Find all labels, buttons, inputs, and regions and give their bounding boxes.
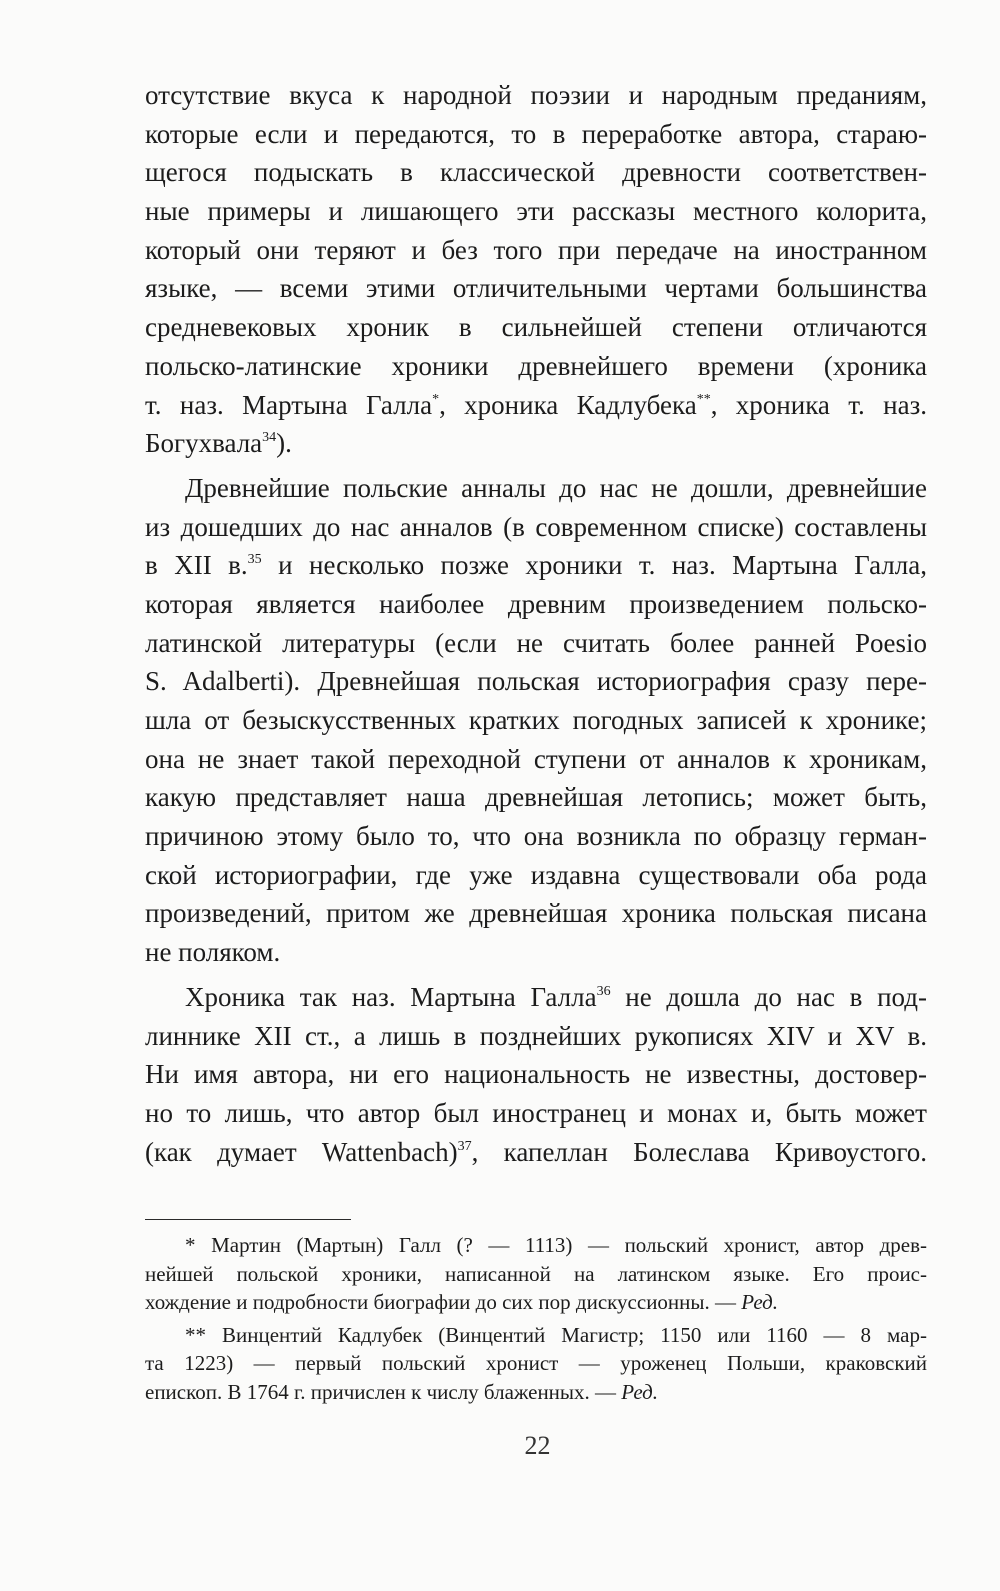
text-line: отсутствие вкуса к народной поэзии и народным преданиям, [145, 80, 927, 110]
text-line [145, 1133, 927, 1172]
text-line: ные примеры и лишающего эти рассказы местного колорита, [145, 196, 927, 227]
text-line: S. Adalberti). Древнейшая польская историография сразу пере- [145, 666, 927, 697]
text-line: ской историографии, где уже издавна существовали оба рода [145, 859, 927, 890]
editor-mark: Ред. [621, 1379, 659, 1404]
footnotes [145, 1231, 927, 1407]
text-segment: Хроника так наз. Мартына Галла [185, 981, 597, 1012]
main-text [145, 76, 927, 1171]
text-line: польско-латинские хроники древнейшего времени (хроника [145, 350, 927, 381]
footnote-line [145, 1378, 927, 1407]
text-segment: епископ. В 1764 г. причислен к числу блаженных. — [145, 1379, 622, 1404]
footnote-divider [145, 1219, 351, 1220]
footnote-line: * Мартин (Мартын) Галл (? — 1113) — польский хронист, автор древ- [185, 1233, 927, 1257]
text-line: которая является наиболее древним произведением польско- [145, 588, 927, 619]
text-line: средневековых хроник в сильнейшей степени отличаются [145, 312, 927, 343]
text-line: произведений, притом же древнейшая хроника польская писана [145, 898, 927, 929]
text-line: латинской литературы (если не считать более ранней Poesio [145, 627, 927, 658]
text-segment: т. наз. Мартына Галла [145, 389, 433, 420]
text-line: шла от безыскусственных кратких погодных записей к хронике; [145, 705, 927, 735]
text-line: причиною этому было то, что она возникла по образцу герман- [145, 821, 927, 852]
text-line: из дошедших до нас анналов (в современном списке) составлены [145, 511, 927, 542]
text-segment: , хроника т. наз. [710, 389, 927, 420]
text-segment: в XII в. [145, 550, 248, 581]
footnote-ref[interactable]: ** [696, 391, 711, 407]
text-line: щегося подыскать в классической древности соответствен- [145, 157, 927, 188]
editor-mark: Ред. [741, 1290, 779, 1315]
text-line [145, 546, 927, 585]
endnote-ref[interactable]: 37 [457, 1138, 472, 1154]
text-segment: и несколько позже хроники т. наз. Мартына Галла, [261, 550, 927, 581]
text-line: но то лишь, что автор был иностранец и монах и, быть может [145, 1097, 927, 1128]
text-line [145, 424, 927, 463]
footnote-line [145, 1288, 927, 1317]
text-line: языке, — всеми этими отличительными чертами большинства [145, 273, 927, 304]
text-line: который они теряют и без того при передаче на иностранном [145, 234, 927, 265]
footnote-line: нейшей польской хроники, написанной на латинском языке. Его проис- [145, 1261, 927, 1286]
text-segment: , хроника Кадлубека [439, 389, 697, 420]
text-segment: (как думает Wattenbach) [145, 1136, 458, 1167]
footnote-ref[interactable]: * [432, 391, 440, 407]
endnote-ref[interactable]: 36 [596, 983, 611, 999]
text-line: линнике XII ст., а лишь в позднейших рукописях XIV и XV в. [145, 1020, 927, 1051]
text-segment: Богухвала [145, 428, 263, 459]
text-segment: хождение и подробности биографии до сих пор дискуссионны. — [145, 1290, 742, 1315]
text-segment: не дошла до нас в под- [610, 981, 927, 1012]
text-line [145, 978, 927, 1017]
text-segment: , капеллан Болеслава Кривоустого. [471, 1136, 927, 1167]
footnote-line: та 1223) — первый польский хронист — уроженец Польши, краковский [145, 1351, 927, 1376]
page-number: 22 [524, 1431, 551, 1460]
endnote-ref[interactable]: 35 [247, 552, 262, 568]
text-line [145, 386, 927, 425]
text-line: Ни имя автора, ни его национальность не известны, достовер- [145, 1059, 927, 1090]
text-line: Древнейшие польские анналы до нас не дошли, древнейшие [185, 472, 927, 503]
text-line: какую представляет наша древнейшая летопись; может быть, [145, 782, 927, 813]
text-line: не поляком. [145, 937, 281, 968]
footnote-line: ** Винцентий Кадлубек (Винцентий Магистр; 1150 или 1160 — 8 мар- [185, 1322, 927, 1347]
endnote-ref[interactable]: 34 [262, 430, 277, 446]
text-segment: ). [276, 428, 292, 459]
text-line: которые если и передаются, то в переработке автора, стараю- [145, 118, 927, 149]
text-line: она не знает такой переходной ступени от анналов к хроникам, [145, 743, 927, 774]
